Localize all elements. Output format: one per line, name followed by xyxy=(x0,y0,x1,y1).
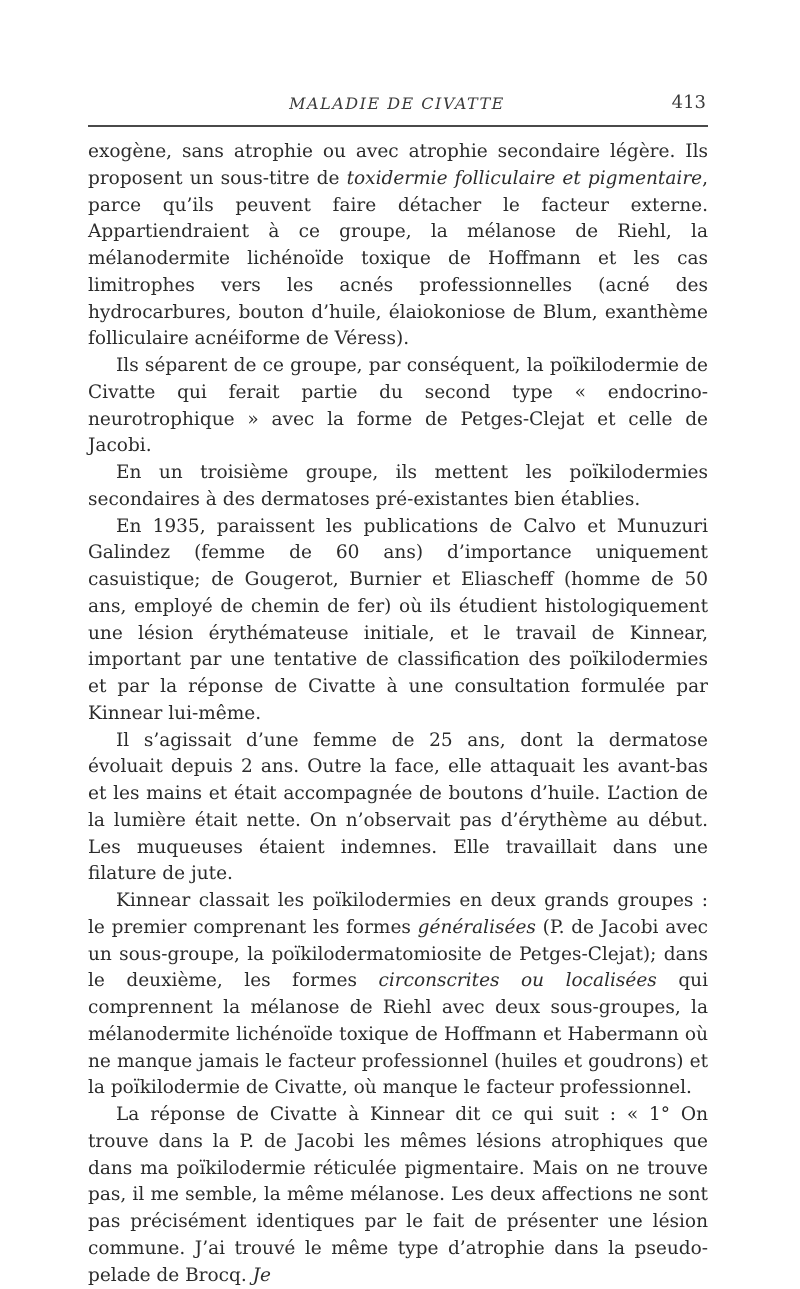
page-number: 413 xyxy=(671,92,706,113)
paragraph-1: exogène, sans atrophie ou avec atrophie secondaire légère. Ils proposent un sous-titre de toxidermie folliculaire et pigmentaire, parce qu’ils peuvent faire détacher le facteur externe. Appartiendraient à ce groupe, la mélanose de Riehl, la mélanodermite lichénoïde toxique de Hoffmann et les cas limitrophes vers les acnés professionnelles (acné des hydrocarbures, bouton d’huile, élaiokoniose de Blum, exanthème folliculaire acnéiforme de Véress). xyxy=(88,141,708,350)
italic-term: Je xyxy=(252,1264,271,1286)
running-title: MALADIE DE CIVATTE xyxy=(289,94,505,113)
paragraph-7: La réponse de Civatte à Kinnear dit ce qui suit : « 1° On trouve dans la P. de Jacobi les mêmes lésions atrophiques que dans ma poïkilodermie réticulée pigmentaire. Mais on ne trouve pas, il me semble, la même mélanose. Les deux affections ne sont pas précisément identiques par le fait de présenter une lésion commune. J’ai trouvé le même type d’atrophie dans la pseudo-pelade de Brocq. Je xyxy=(88,1104,708,1286)
body-text xyxy=(88,139,708,1289)
paragraph-3: En un troisième groupe, ils mettent les poïkilodermies secondaires à des dermatoses pré-existantes bien établies. xyxy=(88,462,708,510)
paragraph-6: Kinnear classait les poïkilodermies en deux grands groupes : le premier comprenant les formes généralisées (P. de Jacobi avec un sous-groupe, la poïkilodermatomiosite de Petges-Clejat); dans le deuxième, les formes circonscrites ou localisées qui comprennent la mélanose de Riehl avec deux sous-groupes, la mélanodermite lichénoïde toxique de Hoffmann et Habermann où ne manque jamais le facteur professionnel (huiles et goudrons) et la poïkilodermie de Civatte, où manque le facteur professionnel. xyxy=(88,890,708,1099)
italic-term: généralisées xyxy=(417,916,536,938)
paragraph-5: Il s’agissait d’une femme de 25 ans, dont la dermatose évoluait depuis 2 ans. Outre la face, elle attaquait les avant-bas et les mains et était accompagnée de boutons d’huile. L’action de la lumière était nette. On n’observait pas d’érythème au début. Les muqueuses étaient indemnes. Elle travaillait dans une filature de jute. xyxy=(88,729,708,885)
header-rule xyxy=(88,125,708,127)
paragraph-2: Ils séparent de ce groupe, par conséquent, la poïkilodermie de Civatte qui ferait partie du second type « endocrino-neurotrophique » avec la forme de Petges-Clejat et celle de Jacobi. xyxy=(88,355,708,457)
paragraph-4: En 1935, paraissent les publications de Calvo et Munuzuri Galindez (femme de 60 ans) d’importance uniquement casuistique; de Gougerot, Burnier et Eliascheff (homme de 50 ans, employé de chemin de fer) où ils étudient histologiquement une lésion érythémateuse initiale, et le travail de Kinnear, important par une tentative de classification des poïkilodermies et par la réponse de Civatte à une consultation formulée par Kinnear lui-même. xyxy=(88,515,708,724)
italic-term: circonscrites ou localisées xyxy=(378,970,657,992)
italic-term: toxidermie folliculaire et pigmentaire xyxy=(346,167,703,189)
running-header xyxy=(88,92,706,120)
